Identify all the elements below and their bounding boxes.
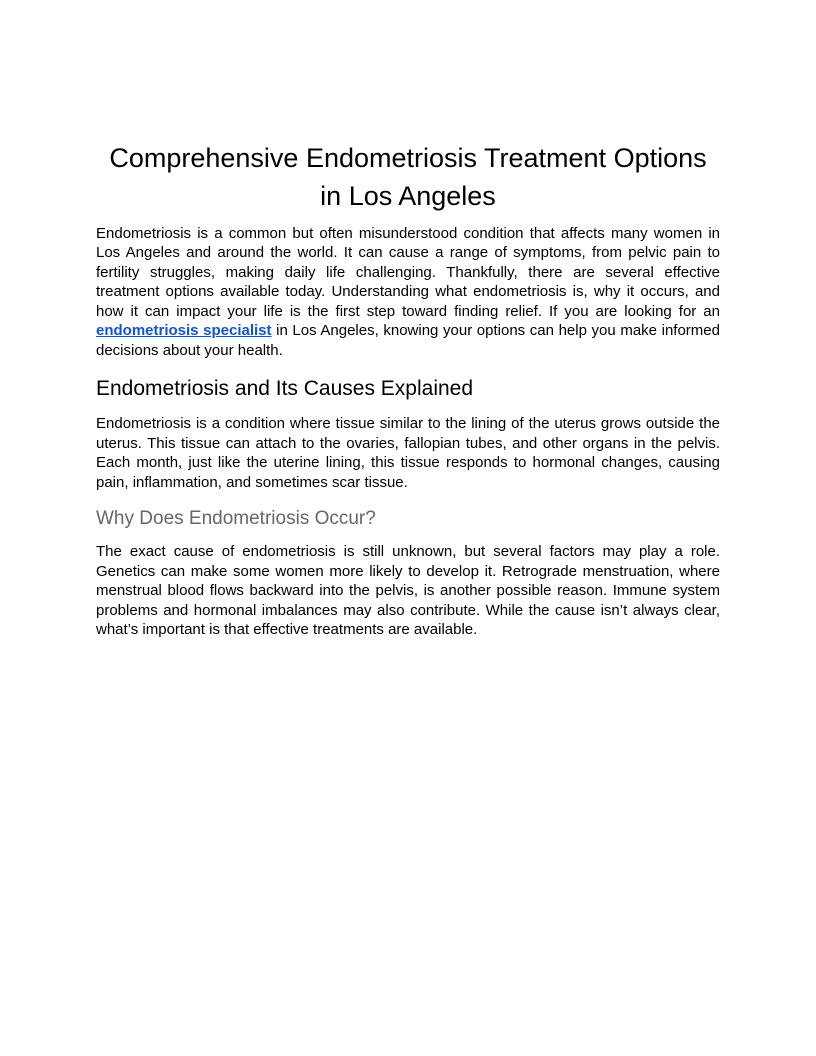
intro-text-after-link: in Los Angeles, knowing your options can help you make informed decisions about your health.: [96, 322, 720, 359]
subheading-why-endometriosis-occurs: Why Does Endometriosis Occur?: [96, 508, 376, 530]
intro-text-before-link: Endometriosis is a common but often misunderstood condition that affects many women in Los Angeles and around the world. It can cause a range of symptoms, from pelvic pain to fertility struggles, making daily life challenging. Thankfully, there are several effective treatment options available today. Understanding what endometriosis is, why it occurs, and how it can impact your life is the first step toward finding relief. If you are looking for an: [96, 224, 720, 320]
section-heading-endometriosis-causes: Endometriosis and Its Causes Explained: [96, 377, 474, 401]
causes-paragraph: Endometriosis is a condition where tissue similar to the lining of the uterus grows outside the uterus. This tissue can attach to the ovaries, fallopian tubes, and other organs in the pelvis. Each month, just like the uterine lining, this tissue responds to hormonal changes, causing pain, inflammation, and sometimes scar tissue.: [96, 415, 720, 491]
endometriosis-specialist-link[interactable]: endometriosis specialist: [96, 322, 272, 340]
document-title: Comprehensive Endometriosis Treatment Options in Los Angeles: [109, 143, 707, 211]
why-occur-paragraph: The exact cause of endometriosis is still unknown, but several factors may play a role. Genetics can make some women more likely to develop it. Retrograde menstruation, where menstrual blood flows backward into the pelvis, is another possible reason. Immune system problems and hormonal imbalances may also contribute. While the cause isn’t always clear, what’s important is that effective treatments are available.: [96, 543, 720, 639]
intro-paragraph: [96, 224, 720, 361]
